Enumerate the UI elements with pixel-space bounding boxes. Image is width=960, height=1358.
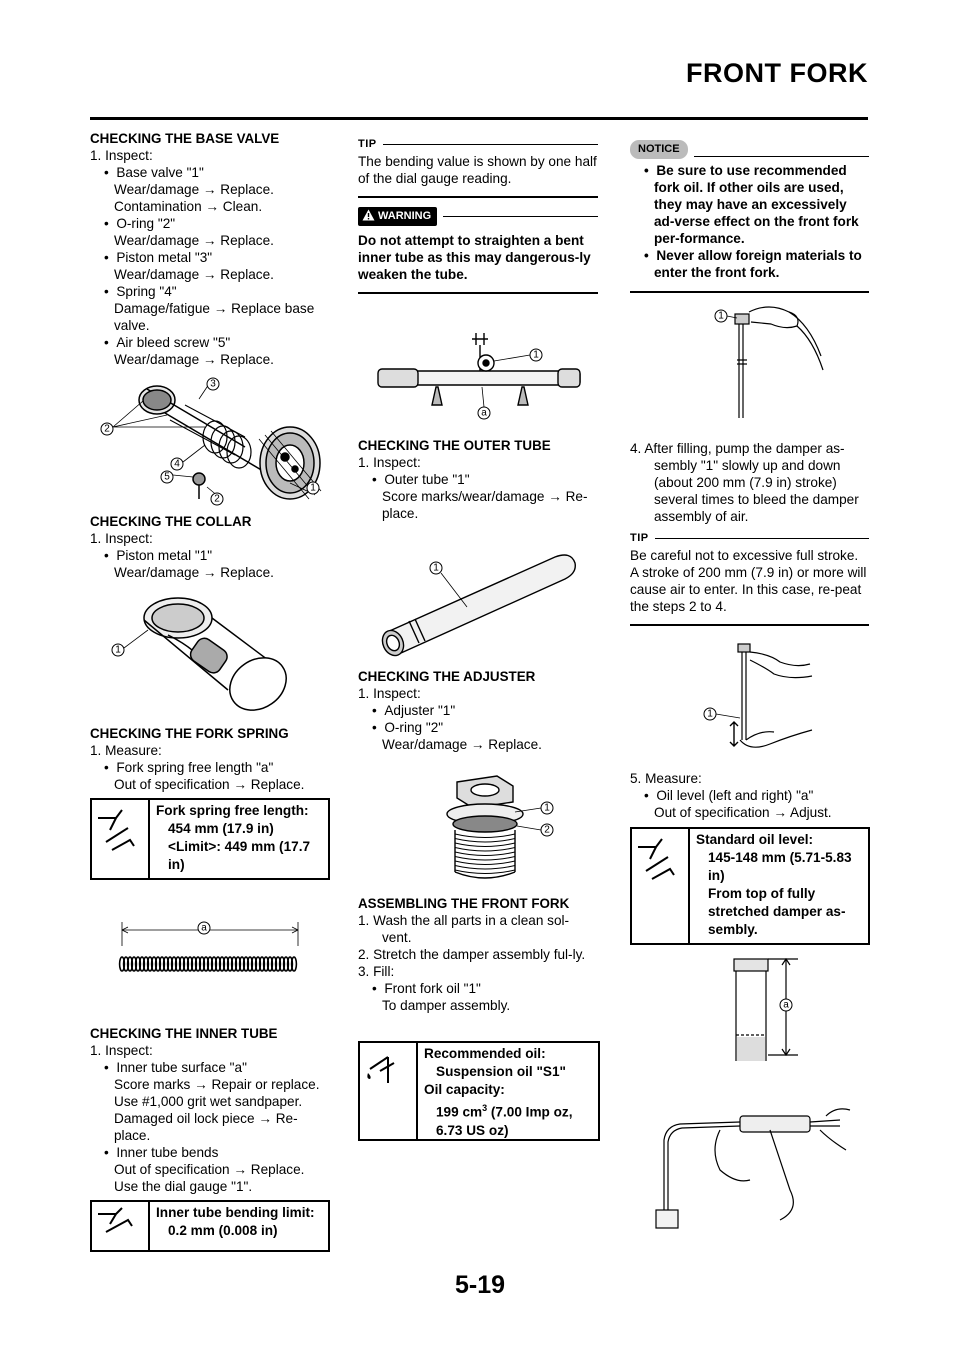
notice-item: • Be sure to use recommended fork oil. If other oils are used, they may have an excessively ad-verse effect on the front fork per-formance.	[630, 162, 869, 247]
outer-tube-section	[358, 437, 598, 522]
divider	[655, 538, 869, 540]
collar-section	[90, 513, 330, 581]
result-text: To damper assembly.	[382, 998, 511, 1013]
spec-box-oil-level	[630, 827, 870, 945]
oil-can-icon	[360, 1043, 418, 1139]
callout-1: 1	[544, 802, 550, 814]
result-text: Out of specification → Replace.	[114, 1162, 305, 1177]
tip-text: The bending value is shown by one half of the dial gauge reading.	[358, 154, 597, 186]
heading-inner-tube: CHECKING THE INNER TUBE	[90, 1026, 278, 1041]
heading-collar: CHECKING THE COLLAR	[90, 514, 252, 529]
result-text: Score marks → Repair or replace.	[114, 1077, 320, 1092]
heading-adjuster: CHECKING THE ADJUSTER	[358, 669, 536, 684]
list-item: • Base valve "1"	[90, 164, 330, 181]
inner-tube-section	[90, 1025, 330, 1195]
heading-fork-spring: CHECKING THE FORK SPRING	[90, 726, 289, 741]
assembling-section	[358, 895, 598, 1014]
step-inspect: 1. Inspect:	[358, 686, 421, 701]
list-item: • Piston metal "1"	[90, 547, 330, 564]
result-text: Wear/damage → Replace.	[114, 267, 274, 282]
spec-label: Recommended oil:	[424, 1046, 546, 1061]
result-text: Out of specification → Adjust.	[654, 805, 832, 820]
spec-label: Inner tube bending limit:	[156, 1205, 315, 1220]
result-text: Wear/damage → Replace.	[382, 737, 542, 752]
result-text: Wear/damage → Replace.	[114, 565, 274, 580]
step-5: 5. Measure:	[630, 771, 702, 786]
callout-a: a	[201, 922, 207, 934]
list-item: • Piston metal "3"	[90, 249, 330, 266]
divider	[630, 624, 869, 626]
result-text: Use #1,000 grit wet sandpaper.	[114, 1094, 303, 1109]
list-item: • Adjuster "1"	[358, 702, 598, 719]
list-item: • Fork spring free length "a"	[90, 759, 330, 776]
notice-box	[630, 140, 869, 293]
result-text: Wear/damage → Replace.	[114, 182, 274, 197]
fork-spring-illustration	[112, 918, 307, 980]
callout-2: 2	[104, 423, 110, 435]
warning-label: WARNING	[358, 207, 437, 226]
base-valve-illustration	[95, 375, 335, 510]
spec-note: From top of fully stretched damper as-sembly.	[708, 886, 846, 937]
divider	[358, 196, 598, 198]
result-text: Out of specification → Replace.	[114, 777, 305, 792]
step-measure: 1. Measure:	[90, 743, 162, 758]
spec-limit: <Limit>: 449 mm (17.7 in)	[168, 839, 311, 872]
spec-value: Suspension oil "S1"	[436, 1064, 566, 1079]
list-item: • O-ring "2"	[358, 719, 598, 736]
spec-box-oil	[358, 1041, 600, 1141]
callout-1: 1	[433, 562, 439, 574]
callout-1: 1	[310, 482, 316, 494]
spec-label: Oil capacity:	[424, 1082, 505, 1097]
callout-a: a	[481, 407, 487, 419]
callout-4: 4	[174, 458, 180, 470]
notice-label: NOTICE	[630, 140, 688, 159]
callout-1: 1	[533, 349, 539, 361]
damper-stroke-illustration	[700, 640, 820, 760]
result-text: Use the dial gauge "1".	[114, 1179, 253, 1194]
fork-spring-section	[90, 725, 330, 793]
step-4-block	[630, 440, 869, 525]
step-5-block	[630, 770, 869, 821]
result-text: Damage/fatigue → Replace base valve.	[114, 301, 315, 333]
spec-value: 0.2 mm (0.008 in)	[168, 1223, 278, 1238]
tip-text: Be careful not to excessive full stroke. A stroke of 200 mm (7.9 in) or more will cause air to enter. In this case, re-peat the steps 2 to 4.	[630, 548, 867, 614]
caliper-icon	[92, 800, 150, 878]
warning-triangle-icon	[362, 209, 375, 221]
result-text: Wear/damage → Replace.	[114, 352, 274, 367]
spec-label: Fork spring free length:	[156, 803, 309, 818]
heading-base-valve: CHECKING THE BASE VALVE	[90, 131, 280, 146]
step-inspect: 1. Inspect:	[90, 1043, 153, 1058]
divider	[694, 156, 869, 158]
result-text: Damaged oil lock piece → Re-place.	[114, 1111, 298, 1143]
step-3: 3. Fill:	[358, 964, 395, 979]
oil-level-illustration	[720, 955, 810, 1065]
result-text: Wear/damage → Replace.	[114, 233, 274, 248]
caliper-icon	[92, 1202, 150, 1250]
list-item: • O-ring "2"	[90, 215, 330, 232]
tip-label: TIP	[630, 532, 649, 544]
spec-box-inner-tube	[90, 1200, 330, 1252]
list-item: • Spring "4"	[90, 283, 330, 300]
dial-gauge-illustration	[372, 325, 592, 425]
list-item: • Oil level (left and right) "a"	[630, 787, 869, 804]
spec-value: 454 mm (17.9 in)	[168, 821, 274, 836]
oil-syringe-illustration	[650, 1100, 860, 1230]
adjuster-section	[358, 668, 598, 753]
callout-2: 2	[214, 493, 220, 505]
callout-a: a	[783, 999, 789, 1011]
result-text: Score marks/wear/damage → Re-place.	[382, 489, 588, 521]
column-1	[90, 130, 330, 368]
callout-1: 1	[718, 310, 724, 322]
damper-pumping-illustration	[705, 300, 830, 430]
divider	[358, 292, 598, 294]
step-inspect: 1. Inspect:	[358, 455, 421, 470]
divider	[630, 291, 869, 293]
notice-item: • Never allow foreign materials to enter the front fork.	[630, 247, 869, 281]
step-2: 2. Stretch the damper assembly ful-ly.	[358, 947, 586, 962]
heading-assembling: ASSEMBLING THE FRONT FORK	[358, 896, 570, 911]
warning-box	[358, 207, 598, 294]
collar-illustration	[108, 590, 308, 715]
tip-box	[358, 136, 598, 198]
list-item: • Front fork oil "1"	[358, 980, 598, 997]
list-item: • Inner tube surface "a"	[90, 1059, 330, 1076]
list-item: • Outer tube "1"	[358, 471, 598, 488]
step-inspect: 1. Inspect:	[90, 531, 153, 546]
step-1: 1. Wash the all parts in a clean sol-vent.	[358, 913, 570, 945]
page-number: 5-19	[454, 1271, 506, 1299]
spec-box-fork-spring	[90, 798, 330, 880]
callout-1: 1	[115, 644, 121, 656]
callout-5: 5	[164, 471, 170, 483]
step-inspect: 1. Inspect:	[90, 148, 153, 163]
result-text: Contamination → Clean.	[114, 199, 263, 214]
callout-1: 1	[707, 708, 713, 720]
divider	[383, 144, 598, 146]
callout-2: 2	[544, 824, 550, 836]
divider	[443, 216, 598, 218]
spec-value: 199 $cm^3$ (7.00 Imp oz,	[436, 1103, 573, 1120]
heading-outer-tube: CHECKING THE OUTER TUBE	[358, 438, 551, 453]
tip-label: TIP	[358, 138, 377, 150]
warning-text: Do not attempt to straighten a bent inner tube as this may dangerous-ly weaken the tube.	[358, 233, 591, 282]
tip-box	[630, 530, 869, 626]
adjuster-illustration	[435, 772, 565, 884]
callout-3: 3	[210, 378, 216, 390]
header-rule	[90, 117, 868, 120]
step-4: 4. After filling, pump the damper as-sembly "1" slowly up and down (about 200 mm (7.9 in) stroke) several times to bleed the damper assembly of air.	[630, 441, 859, 524]
spec-label: Standard oil level:	[696, 832, 814, 847]
caliper-icon	[632, 829, 690, 943]
outer-tube-illustration	[375, 545, 590, 660]
page-title: FRONT FORK	[686, 58, 868, 88]
spec-value: 145-148 mm (5.71-5.83 in)	[708, 850, 852, 883]
list-item: • Inner tube bends	[90, 1144, 330, 1161]
spec-value: 6.73 US oz)	[436, 1122, 509, 1138]
list-item: • Air bleed screw "5"	[90, 334, 330, 351]
